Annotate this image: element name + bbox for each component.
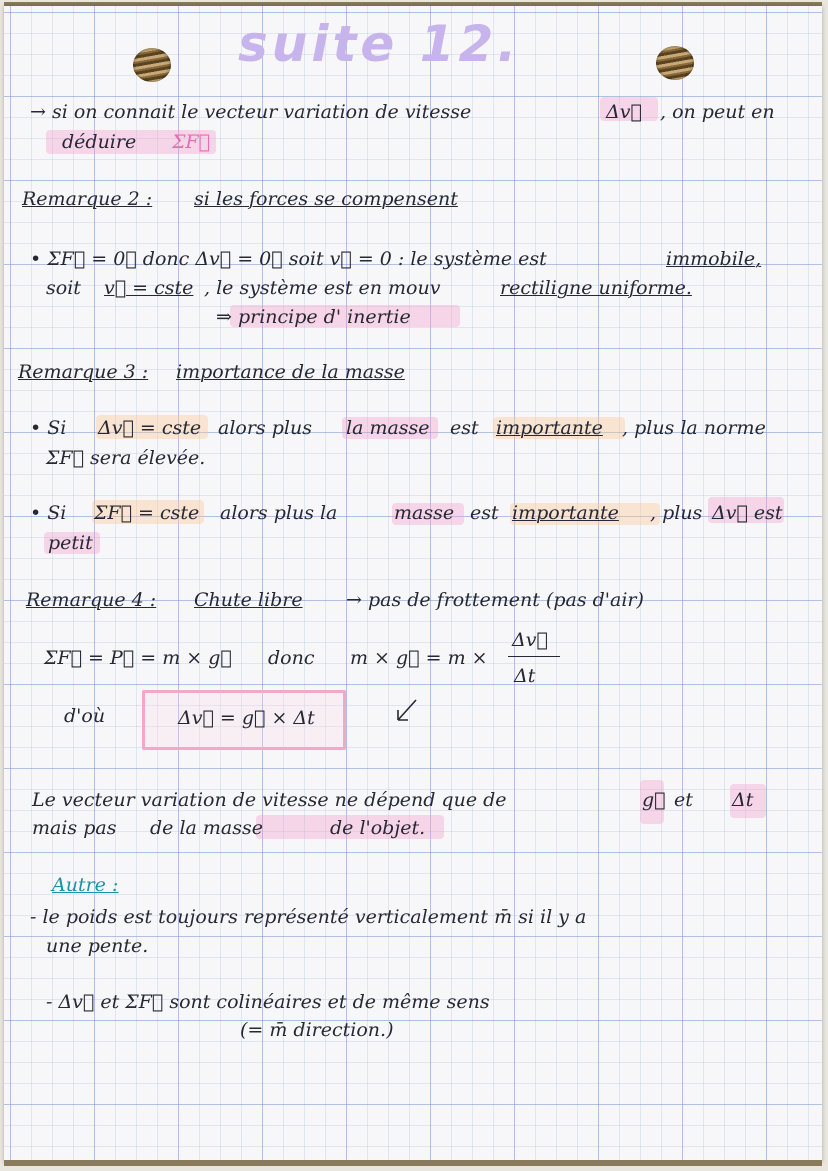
remarque2-heading: si les forces se compensent (194, 188, 458, 210)
remarque4-frottement: → pas de frottement (pas d'air) (346, 589, 644, 611)
remarque4-label: Remarque 4 : (26, 589, 157, 611)
remarque2-soit: soit (46, 277, 81, 299)
intro-line1a: → si on connait le vecteur variation de vitesse (30, 101, 472, 123)
remarque2-rectiligne: rectiligne uniforme. (500, 277, 692, 299)
remarque3-p2-dv: Δv⃗ est (712, 502, 783, 524)
remarque3-p1-si: • Si (30, 417, 67, 439)
conclusion-g: g⃗ (642, 789, 666, 811)
remarque2-cste: v⃗ = cste (104, 277, 194, 299)
remarque2-label: Remarque 2 : (22, 188, 153, 210)
remarque3-p1-dvcste: Δv⃗ = cste (98, 417, 202, 439)
fraction-bar (508, 656, 560, 657)
equation-rhs: m × g⃗ = m × (350, 647, 488, 669)
remarque3-label: Remarque 3 : (18, 361, 149, 383)
binder-hole-left (133, 48, 171, 82)
conclusion-objet: de l'objet. (330, 817, 426, 839)
remarque3-p1-est: est (450, 417, 479, 439)
equation-sum-forces: ΣF⃗ = P⃗ = m × g⃗ (44, 647, 232, 669)
remarque3-p2-alors: alors plus la (220, 502, 338, 524)
binder-hole-right (656, 46, 694, 80)
conclusion-mais: mais pas (32, 817, 117, 839)
conclusion-dt: Δt (732, 789, 754, 811)
remarque3-p2-plus: , plus (650, 502, 703, 524)
remarque3-p1-norme: , plus la norme (622, 417, 766, 439)
remarque3-p1-elevee: ΣF⃗ sera élevée. (46, 447, 206, 469)
equation-donc: donc (268, 647, 315, 669)
page-bottom-edge (4, 1160, 822, 1166)
remarque3-p2-est: est (470, 502, 499, 524)
remarque2-mouv: , le système est en mouv (204, 277, 441, 299)
conclusion-masse: de la masse (150, 817, 263, 839)
remarque4-heading: Chute libre (194, 589, 303, 611)
intro-line1c: , on peut en (660, 101, 775, 123)
conclusion-line1: Le vecteur variation de vitesse ne dépend que de (32, 789, 507, 811)
page-title: suite 12. (238, 15, 521, 73)
remarque3-p2-si: • Si (30, 502, 67, 524)
intro-line1b: Δv⃗ (606, 101, 642, 123)
fraction-denominator: Δt (514, 665, 536, 687)
doou-label: d'où (64, 705, 106, 727)
remarque3-p1-alors: alors plus (218, 417, 312, 439)
remarque3-p2-efcste: ΣF⃗ = cste (94, 502, 200, 524)
intro-line2a: déduire (62, 131, 137, 153)
autre-heading: Autre : (52, 874, 119, 896)
remarque3-heading: importance de la masse (176, 361, 405, 383)
remarque3-p2-importante: importante (512, 502, 619, 524)
remarque2-bullet1: • ΣF⃗ = 0⃗ donc Δv⃗ = 0⃗ soit v⃗ = 0 : le système est (30, 248, 547, 270)
autre-line2: une pente. (46, 935, 149, 957)
arrow-down-left-icon (392, 696, 422, 726)
autre-line4: (= m̄ direction.) (240, 1019, 394, 1041)
remarque3-p2-petit: petit (48, 532, 93, 554)
remarque3-p2-masse: masse (394, 502, 455, 524)
conclusion-et: et (674, 789, 693, 811)
fraction-numerator: Δv⃗ (512, 629, 548, 651)
remarque3-p1-importante: importante (496, 417, 603, 439)
autre-line1: - le poids est toujours représenté verticalement m̄ si il y a (30, 906, 587, 928)
autre-line3: - Δv⃗ et ΣF⃗ sont colinéaires et de même sens (46, 991, 490, 1013)
intro-line2b: ΣF⃗ (172, 131, 211, 153)
remarque2-immobile: immobile, (666, 248, 762, 270)
notebook-page (4, 6, 822, 1162)
remarque3-p1-masse: la masse (346, 417, 430, 439)
remarque2-inertie: ⇒ principe d' inertie (216, 306, 411, 328)
result-formula: Δv⃗ = g⃗ × Δt (178, 707, 315, 729)
